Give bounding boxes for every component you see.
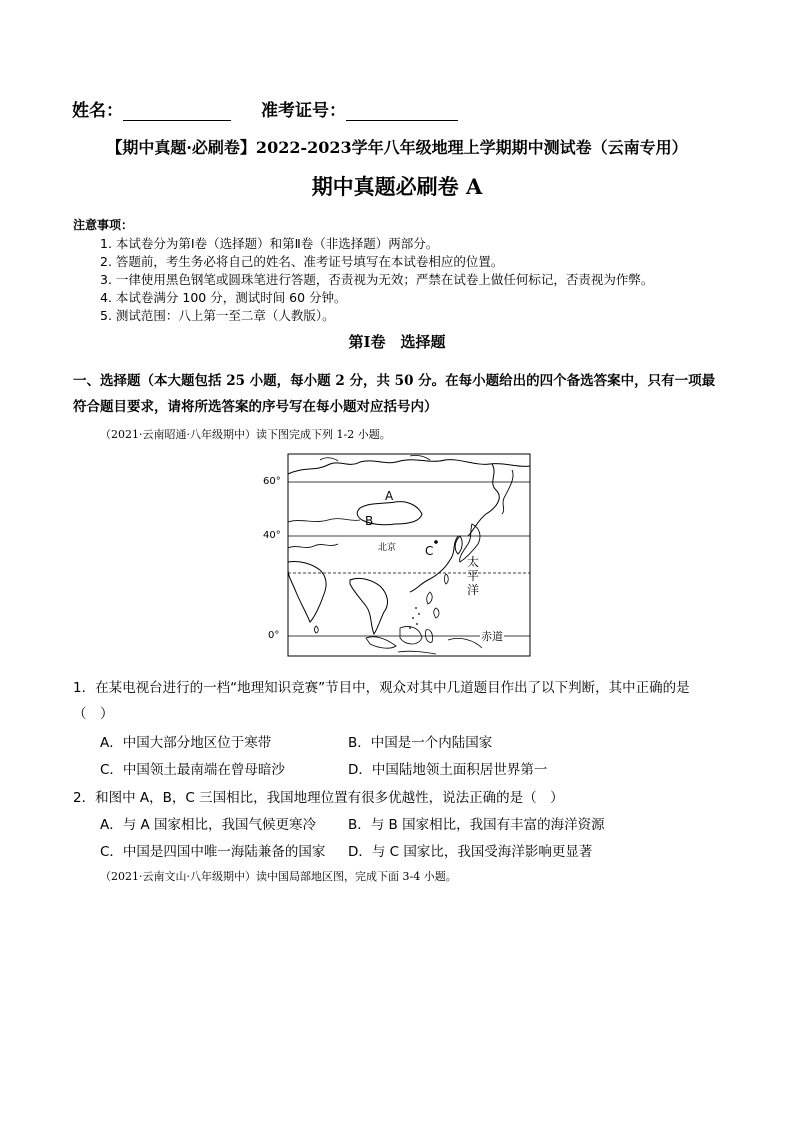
question-2-option-a[interactable]: A．与 A 国家相比，我国气候更寒冷 [100, 817, 317, 833]
question-1-option-c[interactable]: C．中国领土最南端在曾母暗沙 [100, 762, 285, 778]
note-item: 2. 答题前，考生务必将自己的姓名、准考证号填写在本试卷相应的位置。 [100, 254, 504, 269]
pacific-label-2: 平 [467, 569, 480, 583]
question-intro: （2021·云南昭通·八年级期中）读下图完成下列 1-2 小题。 [100, 428, 391, 441]
question-1-option-b[interactable]: B．中国是一个内陆国家 [348, 735, 493, 751]
note-item: 4. 本试卷满分 100 分，测试时间 60 分钟。 [100, 290, 347, 305]
beijing-label: 北京 [378, 543, 397, 553]
question-1-option-a[interactable]: A．中国大部分地区位于寒带 [100, 735, 272, 751]
question-1-stem: 1．在某电视台进行的一档“地理知识竞赛”节目中，观众对其中几道题目作出了以下判断，其中正确的是 [73, 680, 690, 696]
name-field[interactable] [123, 102, 231, 121]
latitude-60-label: 60° [263, 476, 281, 487]
part-one-instructions-cont: 符合题目要求，请将所选答案的序号写在每小题对应括号内） [73, 399, 438, 415]
question-1-option-d[interactable]: D．中国陆地领土面积居世界第一 [348, 762, 548, 778]
id-label: 准考证号： [261, 101, 346, 121]
pacific-label-1: 太 [467, 555, 480, 569]
country-a-label: A [385, 489, 394, 503]
note-item: 1. 本试卷分为第Ⅰ卷（选择题）和第Ⅱ卷（非选择题）两部分。 [100, 236, 439, 251]
name-label: 姓名： [72, 101, 123, 121]
note-item: 5. 测试范围：八上第一至二章（人教版）。 [100, 308, 335, 323]
note-item: 3. 一律使用黑色钢笔或圆珠笔进行答题，否责视为无效；严禁在试卷上做任何标记，否责视为作弊。 [100, 272, 654, 287]
question-2-option-b[interactable]: B．与 B 国家相比，我国有丰富的海洋资源 [348, 817, 605, 833]
section-title: 第Ⅰ卷 选择题 [348, 333, 446, 351]
map-frame [288, 454, 530, 656]
id-field[interactable] [346, 102, 458, 121]
question-1-answer-paren[interactable]: （ ） [73, 706, 114, 722]
beijing-marker [434, 540, 438, 544]
country-b-label: B [365, 514, 374, 528]
latitude-40-label: 40° [263, 530, 281, 541]
equator-label: 赤道 [481, 630, 503, 643]
question-intro-2: （2021·云南文山·八年级期中）读中国局部地区图，完成下面 3-4 小题。 [100, 870, 457, 883]
notes-heading: 注意事项： [73, 218, 134, 232]
question-2-option-c[interactable]: C．中国是四国中唯一海陆兼备的国家 [100, 844, 326, 860]
exam-subtitle: 【期中真题·必刷卷】2022-2023学年八年级地理上学期期中测试卷（云南专用） [106, 138, 688, 157]
pacific-label-3: 洋 [467, 583, 480, 597]
candidate-info [72, 96, 458, 121]
latitude-0-label: 0° [268, 630, 280, 641]
country-c-label: C [425, 544, 434, 558]
question-2-stem: 2．和图中 A，B，C 三国相比，我国地理位置有很多优越性，说法正确的是（ ） [73, 790, 564, 806]
exam-title: 期中真题必刷卷 A [311, 174, 483, 199]
question-2-option-d[interactable]: D．与 C 国家比，我国受海洋影响更显著 [348, 844, 593, 860]
part-one-instructions: 一、选择题（本大题包括 25 小题，每小题 2 分，共 50 分。在每小题给出的四个备选答案中，只有一项最 [73, 373, 716, 389]
